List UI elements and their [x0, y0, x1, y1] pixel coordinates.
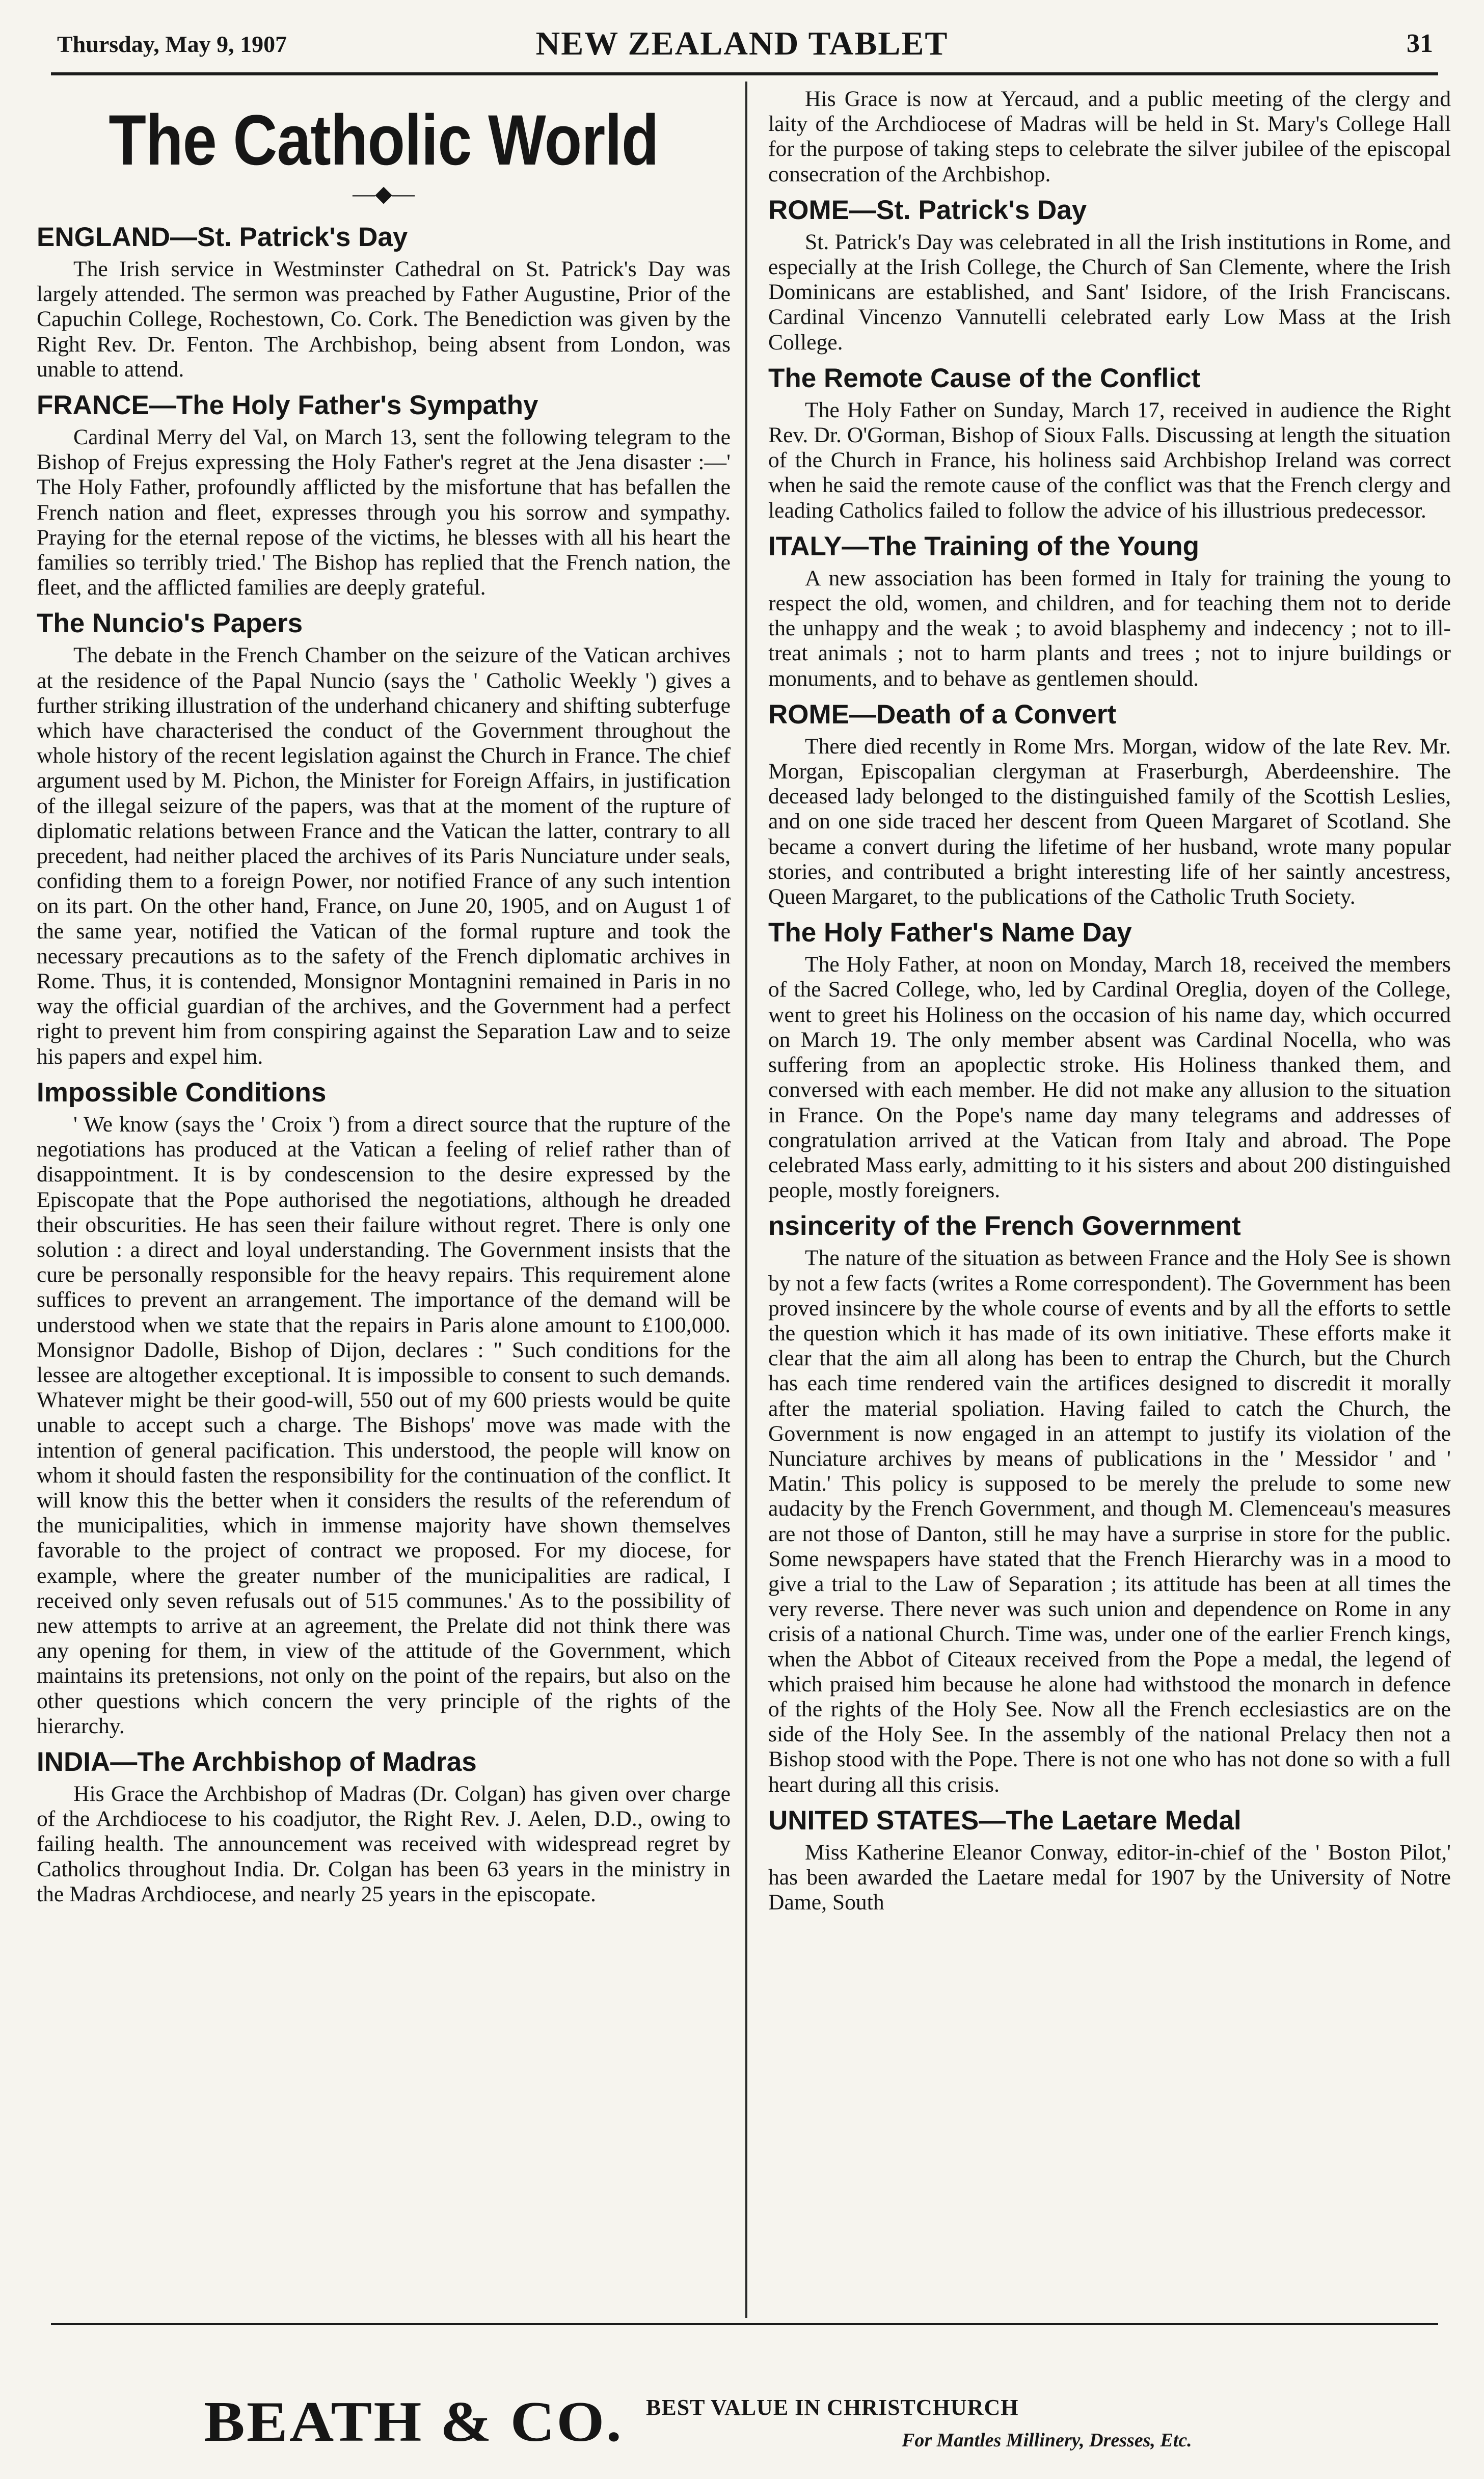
article-heading: nsincerity of the French Government — [768, 1211, 1241, 1242]
article-heading: INDIA—The Archbishop of Madras — [37, 1746, 477, 1777]
article — [768, 1804, 1451, 1916]
article-body — [768, 734, 1451, 909]
article-heading: FRANCE—The Holy Father's Sympathy — [37, 390, 538, 421]
article-paragraph: Cardinal Merry del Val, on March 13, sent the following telegram to the Bishop of Frejus expressing the Holy Father's regret at the Jena disaster :—' The Holy Father, profoundly afflicted by the misfortune that has befallen the French nation and fleet, expresses through you his sorrow and sympathy. Praying for the eternal repose of the victims, he blesses with all his heart the families so terribly tried.' The Bishop has replied that the French nation, the fleet, and the afflicted families are deeply grateful. — [37, 425, 731, 600]
right-column — [768, 87, 1451, 2313]
article-body — [768, 952, 1451, 1203]
article-paragraph: The nature of the situation as between France and the Holy See is shown by not a few facts (writes a Rome correspondent). The Government has been proved insincere by the whole course of events and by all the efforts to settle the question which it has made of its own initiative. These efforts make it clear that the aim all along has been to entrap the Church, but the Church has each time rendered vain the artifices designed to discredit it morally after the material spoliation. Having failed to catch the Church, the Government is now engaged in an attempt to justify its violation of the Nunciature archives by means of publications in the ' Messidor ' and ' Matin.' This policy is supposed to be merely the prelude to some new audacity by the French Government, and though M. Clemenceau's measures are not those of Danton, still he may have a surprise in store for the public. Some newspapers have stated that the French Hierarchy was in a mood to give a trial to the Law of Separation ; its attitude has been at all times the very reverse. There never was such union and dependence on Rome in any crisis of a national Church. Time was, under one of the earlier French kings, when the Abbot of Citeaux received from the Pope a medal, the legend of which praised him because he alone had withstood the monarch in defence of the rights of the Holy See. Now all the French ecclesiastics are on the side of the Holy See. In the assembly of the national Prelacy then not a Bishop stood with the Pope. There is not one who has not done so with a full heart during all this crisis. — [768, 1246, 1451, 1797]
article-heading: ITALY—The Training of the Young — [768, 531, 1200, 561]
left-articles — [37, 221, 731, 1907]
article — [768, 530, 1451, 691]
article — [37, 607, 731, 1069]
article-body — [768, 566, 1451, 691]
article-body — [37, 425, 731, 600]
article-heading: The Remote Cause of the Conflict — [768, 363, 1201, 393]
article-paragraph: The Holy Father on Sunday, March 17, received in audience the Right Rev. Dr. O'Gorman, Bishop of Sioux Falls. Discussing at length the situation of the Church in France, his holiness said Archbishop Ireland was correct when he said the remote cause of the conflict was that the French clergy and leading Catholics failed to follow the advice of his illustrious predecessor. — [768, 397, 1451, 523]
article-paragraph: St. Patrick's Day was celebrated in all the Irish institutions in Rome, and especially at the Irish College, the Church of San Clemente, where the Irish Dominicans are established, and Sant' Isidore, of the Irish Franciscans. Cardinal Vincenzo Vannutelli celebrated early Low Mass at the Irish College. — [768, 229, 1451, 355]
running-header — [0, 0, 1484, 76]
article-body — [768, 87, 1451, 187]
article-body — [37, 1782, 731, 1907]
left-column — [37, 87, 731, 2313]
article-paragraph: ' We know (says the ' Croix ') from a direct source that the rupture of the negotiations has produced at the Vatican a feeling of relief rather than of disappointment. It is by condescension to the desire expressed by the Episcopate that the Pope authorised the negotiations, although he dreaded their obscurities. He has seen their failure without regret. There is only one solution : a direct and loyal understanding. The Government insists that the cure be personally responsible for the heavy repairs. This requirement alone suffices to prevent an arrangement. The importance of the demand will be understood when we state that the repairs in Paris alone amount to £100,000. Monsignor Dadolle, Bishop of Dijon, declares : " Such conditions for the lessee are altogether exceptional. It is impossible to consent to such demands. Whatever might be their good-will, 550 out of my 600 priests would be quite unable to accept such a charge. The Bishops' move was made with the intention of general pacification. This understood, the people will know on whom it should fasten the responsibility for the continuation of the conflict. It will know this the better when it considers the results of the referendum of the municipalities, which in immense majority have shown themselves favorable to the project of contract we proposed. For my diocese, for example, where the greater number of the municipalities are radical, I received only seven refusals out of 515 communes.' As to the possibility of new attempts to arrive at an agreement, the Prelate did not think there was any opening for them, in view of the attitude of the Government, which maintains its pretensions, not only on the point of the repairs, but also on the other questions which concern the very principle of the rights of the hierarchy. — [37, 1112, 731, 1738]
article-paragraph: His Grace the Archbishop of Madras (Dr. Colgan) has given over charge of the Archdiocese to his coadjutor, the Right Rev. J. Aelen, D.D., owing to failing health. The announcement was received with widespread regret by Catholics throughout India. Dr. Colgan has been 63 years in the ministry in the Madras Archdiocese, and nearly 25 years in the episcopate. — [37, 1781, 731, 1906]
article-paragraph: Miss Katherine Eleanor Conway, editor-in-chief of the ' Boston Pilot,' has been awarded the Laetare medal for 1907 by the University of Notre Dame, South — [768, 1840, 1451, 1915]
header-rule — [51, 72, 1438, 75]
article-body — [768, 230, 1451, 355]
article-body — [37, 257, 731, 382]
article-paragraph: The debate in the French Chamber on the seizure of the Vatican archives at the residence of the Papal Nuncio (says the ' Catholic Weekly ') gives a further striking illustration of the underhand chicanery and shifting subterfuge which have characterised the conduct of the Government throughout the whole history of the recent legislation against the Church in France. The chief argument used by M. Pichon, the Minister for Foreign Affairs, in justification of the illegal seizure of the papers, was that at the moment of the rupture of diplomatic relations between France and the Vatican the latter, contrary to all precedent, had neither placed the archives of its Paris Nunciature under seals, confiding them to a foreign Power, nor notified France of any such intention on its part. On the other hand, France, on June 20, 1905, and on August 1 of the same year, notified the Vatican of the formal rupture and took the necessary precautions as to the safety of the French diplomatic archives in Rome. Thus, it is contended, Monsignor Montagnini remained in Paris in no way the official guardian of the archives, and the Government had a perfect right to prevent him from conspiring against the Separation Law and to seize his papers and expel him. — [37, 643, 731, 1069]
masthead-ornament: —◆— — [353, 181, 415, 206]
article-paragraph: The Holy Father, at noon on Monday, March 18, received the members of the Sacred College, who, led by Cardinal Oreglia, doyen of the College, went to greet his Holiness on the occasion of his name day, which occurred on March 19. The only member absent was Cardinal Nocella, who was suffering from an apoplectic stroke. His Holiness thanked them, and conversed with each member. He did not make any allusion to the situation in France. On the Pope's name day many telegrams and addresses of congratulation arrived at the Vatican from Italy and abroad. The Pope celebrated Mass early, admitting to it his sisters and about 200 distinguished people, mostly foreigners. — [768, 952, 1451, 1203]
article — [768, 362, 1451, 523]
article-heading: ROME—Death of a Convert — [768, 699, 1117, 730]
article — [37, 389, 731, 600]
article-body — [37, 1112, 731, 1739]
article — [768, 87, 1451, 187]
article-body — [768, 1840, 1451, 1916]
ad-slogan: BEST VALUE IN CHRISTCHURCH — [646, 2395, 1019, 2420]
ad-subline: For Mantles Millinery, Dresses, Etc. — [902, 2430, 1192, 2451]
article-body — [768, 1246, 1451, 1797]
article-body — [37, 643, 731, 1069]
article-paragraph: The Irish service in Westminster Cathedral on St. Patrick's Day was largely attended. The sermon was preached by Father Augustine, Prior of the Capuchin College, Rochestown, Co. Cork. The Benediction was given by the Right Rev. Dr. Fenton. The Archbishop, being absent from London, was unable to attend. — [37, 257, 731, 382]
article-body — [768, 398, 1451, 523]
publication-title: NEW ZEALAND TABLET — [535, 25, 949, 62]
article-heading: UNITED STATES—The Laetare Medal — [768, 1805, 1242, 1836]
article-heading: Impossible Conditions — [37, 1077, 327, 1108]
article — [768, 698, 1451, 909]
article-heading: ENGLAND—St. Patrick's Day — [37, 222, 408, 252]
article — [768, 194, 1451, 355]
section-masthead: The Catholic World — [109, 100, 659, 180]
column-rule — [745, 82, 747, 2318]
article — [768, 917, 1451, 1203]
article-paragraph: A new association has been formed in Italy for training the young to respect the old, women, and children, and for teaching them not to deride the unhappy and the weak ; to avoid blasphemy and indecency ; not to ill-treat animals ; not to harm plants and trees ; not to injure buildings or monuments, and to behave as gentlemen should. — [768, 565, 1451, 691]
issue-date: Thursday, May 9, 1907 — [57, 31, 287, 57]
article — [37, 1746, 731, 1907]
article-heading: The Holy Father's Name Day — [768, 918, 1132, 948]
article-paragraph: There died recently in Rome Mrs. Morgan, widow of the late Rev. Mr. Morgan, Episcopalian clergyman at Fraserburgh, Aberdeenshire. The deceased lady belonged to the distinguished family of the Scottish Leslies, and on one side traced her descent from Queen Margaret of Scotland. She became a convert during the lifetime of her husband, wrote many popular stories, and contributed a bright interesting life of her saintly ancestress, Queen Margaret, to the publications of the Catholic Truth Society. — [768, 734, 1451, 909]
article-heading: The Nuncio's Papers — [37, 608, 303, 639]
footer-advertisement — [0, 2323, 1484, 2476]
article-heading: ROME—St. Patrick's Day — [768, 195, 1087, 225]
ad-brand: BEATH & CO. — [204, 2390, 624, 2454]
footer-rule — [51, 2323, 1438, 2325]
article — [37, 221, 731, 382]
article — [768, 1210, 1451, 1797]
article-paragraph: His Grace is now at Yercaud, and a public meeting of the clergy and laity of the Archdiocese of Madras will be held in St. Mary's College Hall for the purpose of taking steps to celebrate the silver jubilee of the episcopal consecration of the Archbishop. — [768, 87, 1451, 186]
page-number: 31 — [1407, 29, 1433, 58]
article — [37, 1076, 731, 1739]
right-articles — [768, 87, 1451, 1915]
